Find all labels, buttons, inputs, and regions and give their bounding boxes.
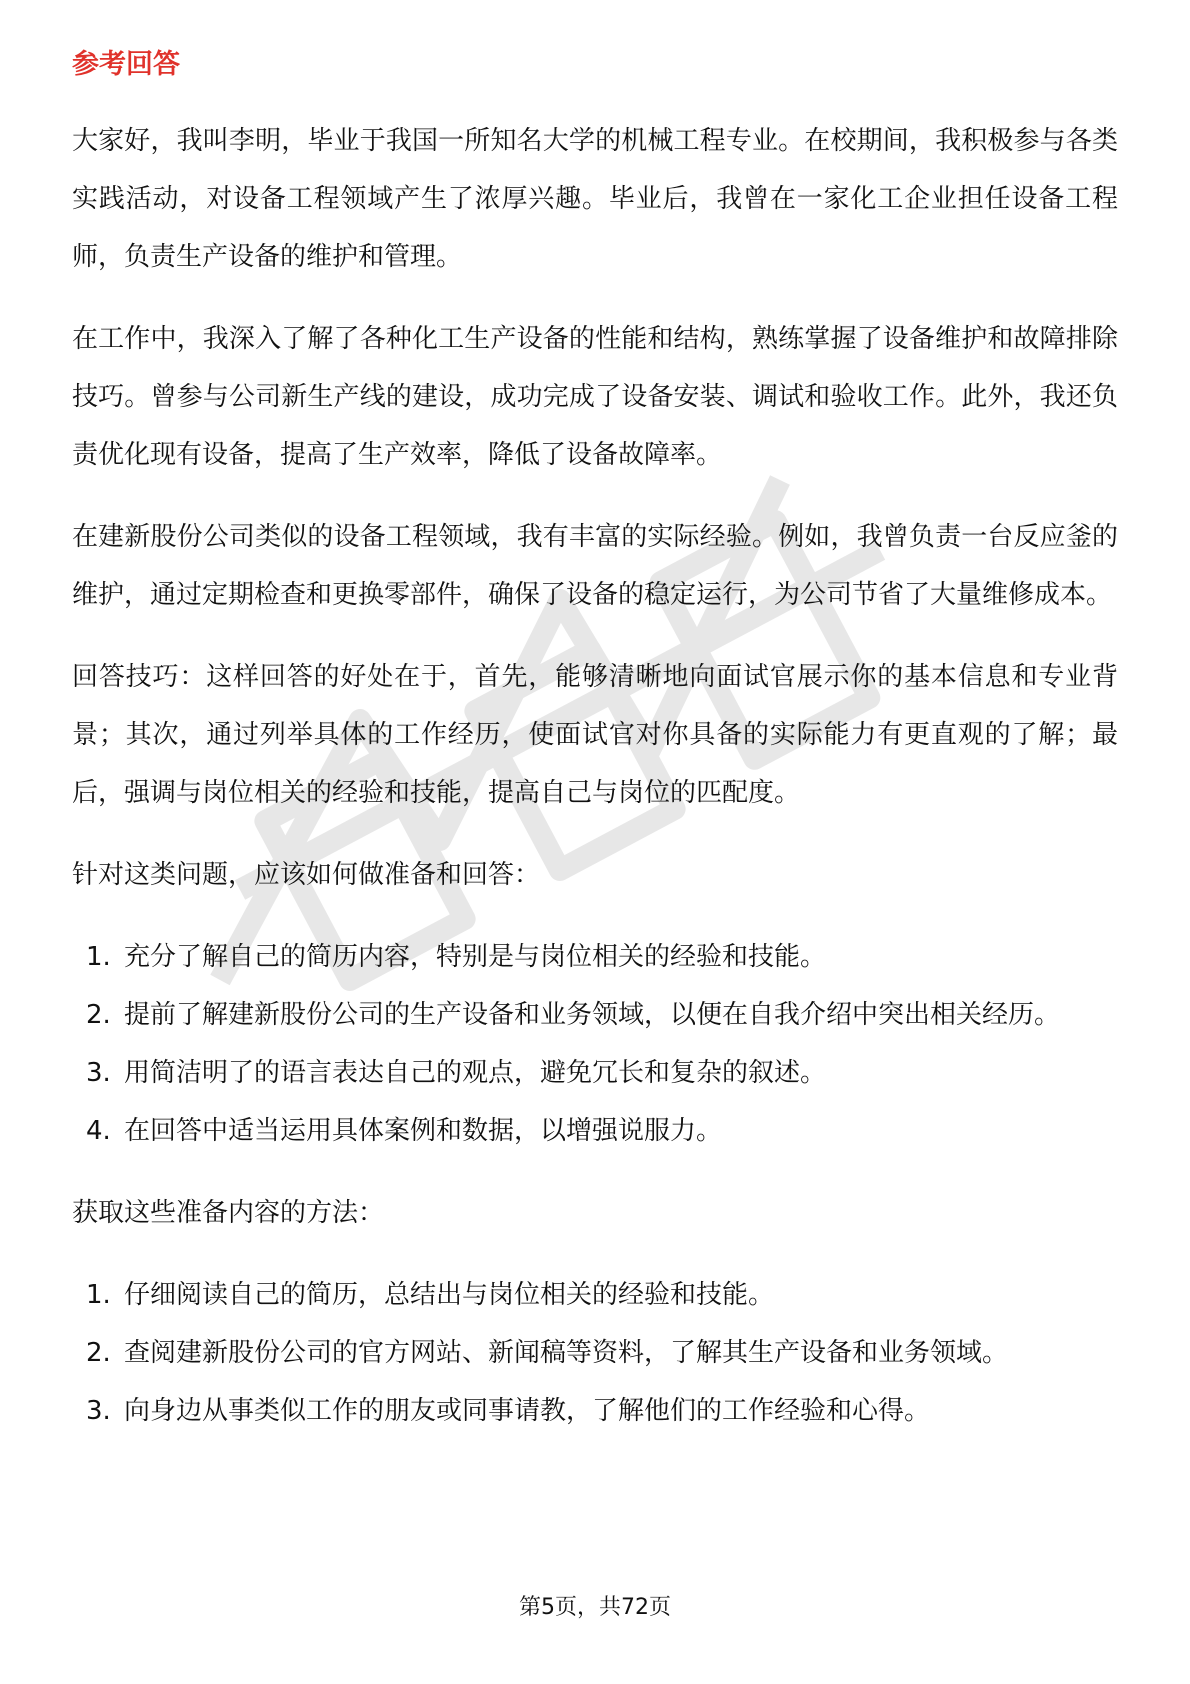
- list-text: 仔细阅读自己的简历，总结出与岗位相关的经验和技能。: [124, 1280, 775, 1310]
- list-item: [72, 986, 1118, 1044]
- list-number: 2.: [86, 1338, 111, 1368]
- list-text: 用简洁明了的语言表达自己的观点，避免冗长和复杂的叙述。: [124, 1058, 827, 1088]
- list-text: 查阅建新股份公司的官方网站、新闻稿等资料，了解其生产设备和业务领域。: [124, 1338, 1009, 1368]
- list-text: 在回答中适当运用具体案例和数据，以增强说服力。: [124, 1116, 723, 1146]
- paragraph-relevant-experience: 在建新股份公司类似的设备工程领域，我有丰富的实际经验。例如，我曾负责一台反应釜的维护，通过定期检查和更换零部件，确保了设备的稳定运行，为公司节省了大量维修成本。: [72, 522, 1118, 610]
- method-list: [72, 1266, 1118, 1440]
- document-body: [72, 46, 1118, 1464]
- list-text: 充分了解自己的简历内容，特别是与岗位相关的经验和技能。: [124, 942, 827, 972]
- list-text: 提前了解建新股份公司的生产设备和业务领域，以便在自我介绍中突出相关经历。: [124, 1000, 1061, 1030]
- list-item: [72, 1044, 1118, 1102]
- paragraph-work-experience: 在工作中，我深入了解了各种化工生产设备的性能和结构，熟练掌握了设备维护和故障排除技巧。曾参与公司新生产线的建设，成功完成了设备安装、调试和验收工作。此外，我还负责优化现有设备，提高了生产效率，降低了设备故障率。: [72, 324, 1118, 470]
- list-number: 1.: [86, 942, 111, 972]
- list-item: [72, 1324, 1118, 1382]
- paragraph-intro: 大家好，我叫李明，毕业于我国一所知名大学的机械工程专业。在校期间，我积极参与各类实践活动，对设备工程领域产生了浓厚兴趣。毕业后，我曾在一家化工企业担任设备工程师，负责生产设备的维护和管理。: [72, 126, 1118, 272]
- list-item: [72, 1266, 1118, 1324]
- list-number: 1.: [86, 1280, 111, 1310]
- list-number: 3.: [86, 1396, 111, 1426]
- paragraph-answer-tips: 回答技巧：这样回答的好处在于，首先，能够清晰地向面试官展示你的基本信息和专业背景；其次，通过列举具体的工作经历，使面试官对你具备的实际能力有更直观的了解；最后，强调与岗位相关的经验和技能，提高自己与岗位的匹配度。: [72, 662, 1118, 808]
- list-number: 2.: [86, 1000, 111, 1030]
- list-number: 3.: [86, 1058, 111, 1088]
- prep-list: [72, 928, 1118, 1160]
- section-heading: 参考回答: [72, 49, 180, 80]
- list-item: [72, 928, 1118, 986]
- list-number: 4.: [86, 1116, 111, 1146]
- list-item: [72, 1102, 1118, 1160]
- method-intro: 获取这些准备内容的方法：: [72, 1198, 385, 1228]
- list-text: 向身边从事类似工作的朋友或同事请教，了解他们的工作经验和心得。: [124, 1396, 931, 1426]
- page-number: 第5页，共72页: [519, 1595, 671, 1620]
- list-item: [72, 1382, 1118, 1440]
- prep-intro: 针对这类问题，应该如何做准备和回答：: [72, 860, 541, 890]
